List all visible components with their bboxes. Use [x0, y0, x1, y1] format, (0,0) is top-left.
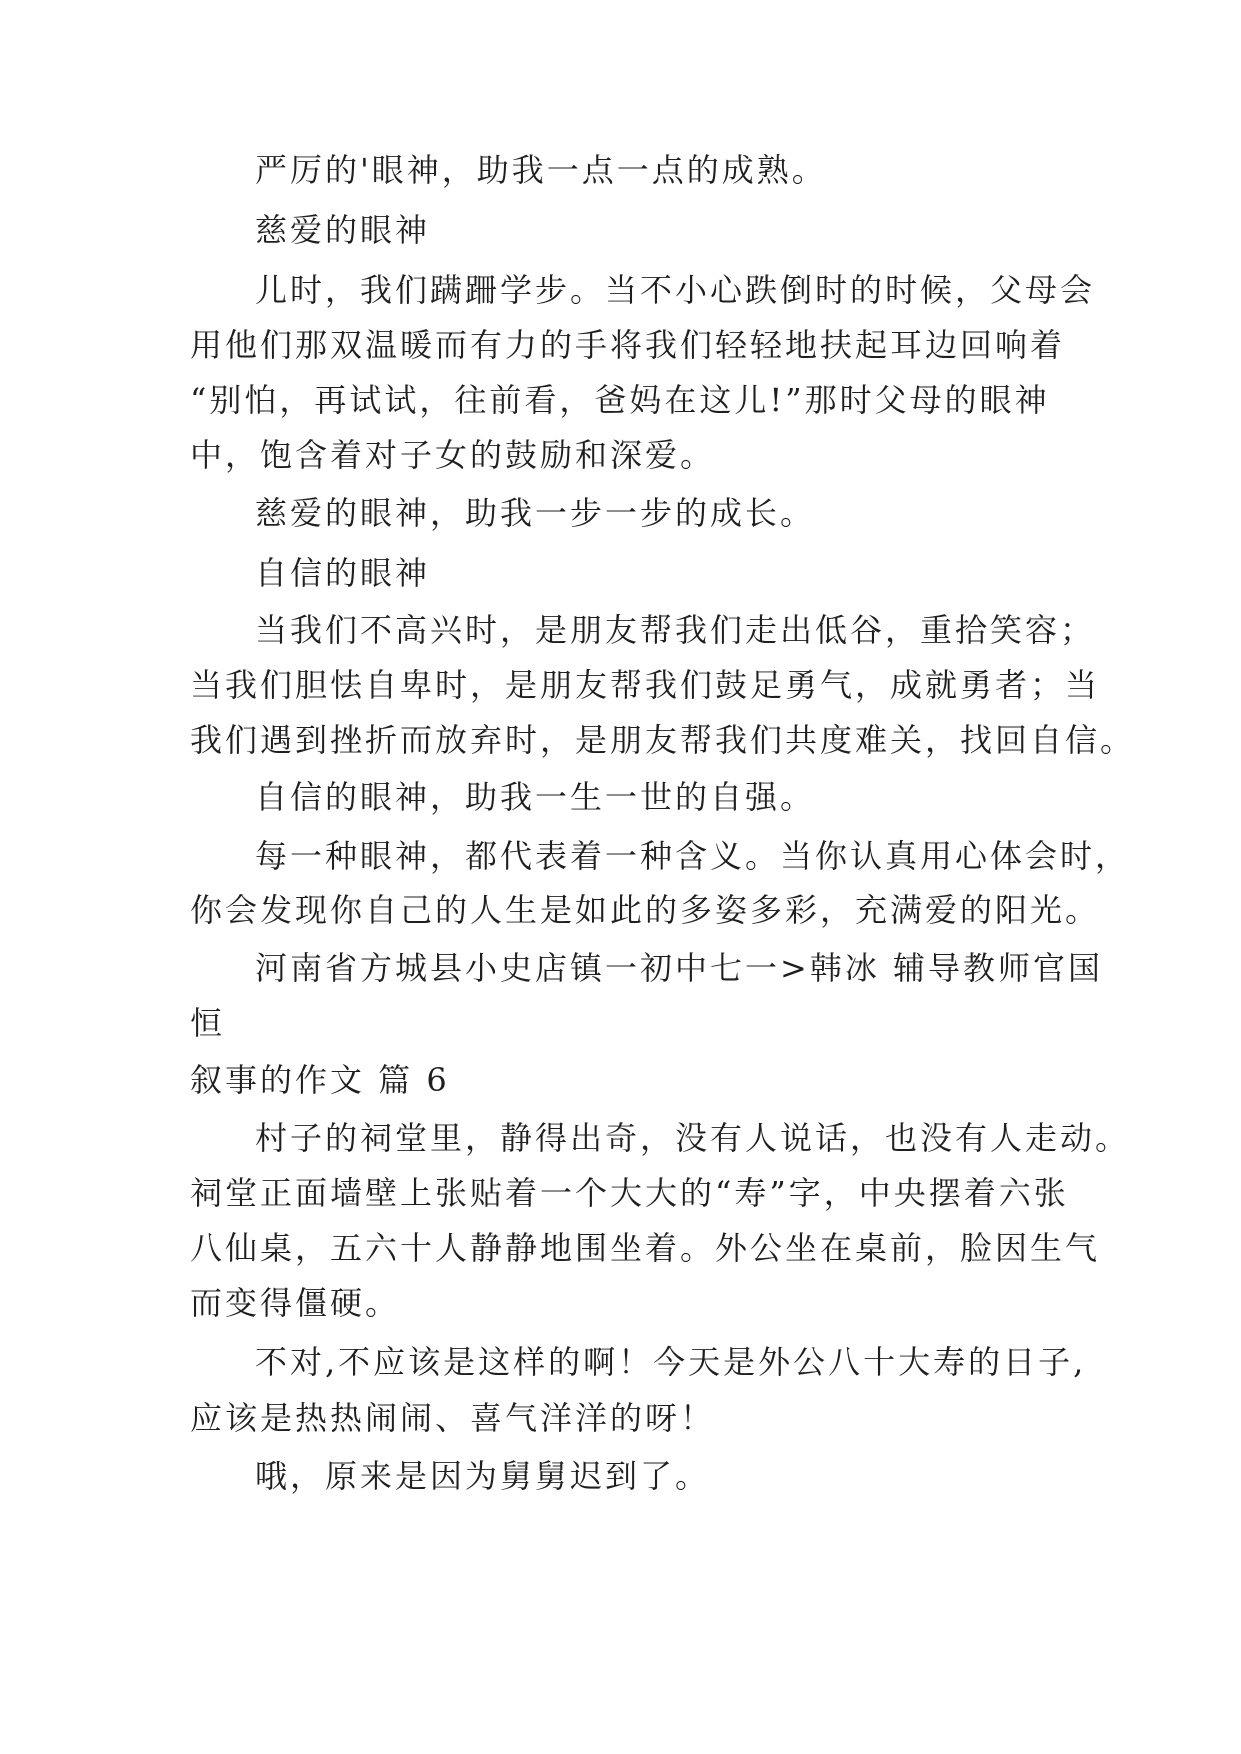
section-heading: 慈爱的眼神: [255, 211, 431, 249]
paragraph-line: 严厉的'眼神，助我一点一点的成熟。: [255, 151, 827, 189]
paragraph-line: 村子的祠堂里，静得出奇，没有人说话，也没有人走动。: [255, 1119, 1131, 1157]
paragraph-line: 当我们胆怯自卑时，是朋友帮我们鼓足勇气，成就勇者；当: [190, 666, 1101, 704]
paragraph-line: 哦，原来是因为舅舅迟到了。: [255, 1457, 711, 1495]
paragraph-line: 祠堂正面墙壁上张贴着一个大大的“寿”字，中央摆着六张: [190, 1174, 1069, 1212]
author-line: 恒: [190, 1004, 226, 1042]
paragraph-line: 当我们不高兴时，是朋友帮我们走出低谷，重拾笑容；: [255, 611, 1096, 649]
paragraph-line: 应该是热热闹闹、喜气洋洋的呀！: [190, 1399, 716, 1437]
paragraph-line: 八仙桌，五六十人静静地围坐着。外公坐在桌前，脸因生气: [190, 1229, 1101, 1267]
paragraph-line: 自信的眼神，助我一生一世的自强。: [255, 778, 816, 816]
article-title: 叙事的作文 篇 6: [190, 1061, 450, 1099]
paragraph-line: 中，饱含着对子女的鼓励和深爱。: [190, 436, 716, 474]
paragraph-line: “别怕，再试试，往前看，爸妈在这儿!”那时父母的眼神: [190, 381, 1050, 419]
author-line: 河南省方城县小史店镇一初中七一>韩冰 辅导教师官国: [255, 949, 1103, 987]
paragraph-line: 不对,不应该是这样的啊！今天是外公八十大寿的日子,: [255, 1343, 1087, 1381]
paragraph-line: 你会发现你自己的人生是如此的多姿多彩，充满爱的阳光。: [190, 891, 1101, 929]
paragraph-line: 用他们那双温暖而有力的手将我们轻轻地扶起耳边回响着: [190, 326, 1066, 364]
section-heading: 自信的眼神: [255, 554, 431, 592]
paragraph-line: 我们遇到挫折而放弃时，是朋友帮我们共度难关，找回自信。: [190, 721, 1136, 759]
paragraph-line: 儿时，我们蹒跚学步。当不小心跌倒时的时候，父母会: [255, 271, 1096, 309]
paragraph-line: 而变得僵硬。: [190, 1284, 401, 1322]
paragraph-line: 每一种眼神，都代表着一种含义。当你认真用心体会时，: [255, 837, 1131, 875]
paragraph-line: 慈爱的眼神，助我一步一步的成长。: [255, 494, 816, 532]
